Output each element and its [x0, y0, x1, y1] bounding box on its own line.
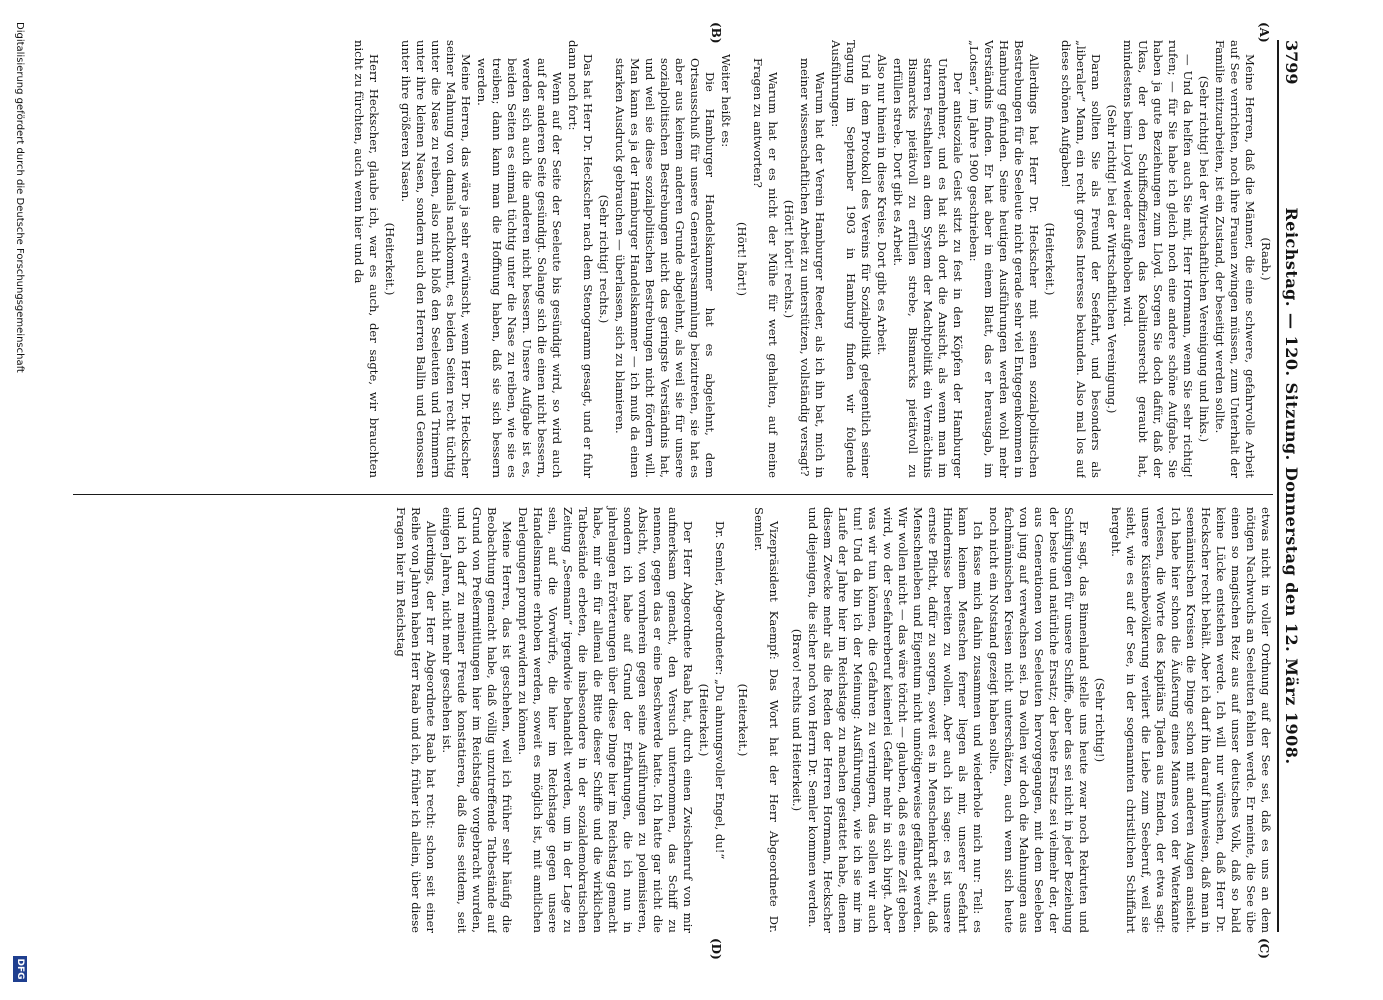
margin-mark-d: (D)	[709, 938, 723, 960]
margin-mark-a: (A)	[1257, 22, 1271, 43]
paragraph: Allerdings, der Herr Abgeordnete Raab hat recht: schon seit einer Reihe von Jahren haben Herr Raab und ich, früher ich allein, über diese Fragen hier im Reichstag	[394, 507, 438, 933]
paragraph: Also nur hinein in diese Kreise. Dort gibt es Arbeit.	[875, 54, 889, 356]
paragraph: Weiter heißt es:	[719, 54, 733, 148]
paragraph: Meine Herren, das wäre ja sehr erwünscht, wenn Herr Dr. Heckscher seiner Mahnung von damals nachkommt, es beiden Seiten recht tüchtig unter die Nase zu reiben, also nicht bloß den Seeleuten und Trimmern unter ihre kleinen Nasen, sondern auch den Herren Ballin und Genossen unter ihre größeren Nasen.	[399, 40, 473, 478]
running-header	[1277, 40, 1305, 932]
paragraph: Daran sollten Sie als Freund der Seefahrt, und besonders als „liberaler“ Mann, ein recht großes Interesse bekunden. Also mal los auf diese schönen Aufgaben!	[1059, 40, 1103, 478]
presiding-officer-line: Vizepräsident Kaempf: Das Wort hat der Herr Abgeordnete Dr. Semler.	[752, 507, 781, 933]
paragraph: Der Herr Abgeordnete Raab hat, durch einen Zwischenruf von mir aufmerksam gemacht, den Versuch unternommen, das Schiff zu nennen, gegen das er eine Beschwerde hatte. Ich hatte gar nicht die Absicht, von vornherein gegen seine Ausführungen zu polemisieren, sondern ich habe auf Grund der Erfahrungen, die ich nun in jahrelangen Erörterungen über diese Dinge hier im Reichstag gemacht habe, mir ein für allemal die Bitte dieser Schiffe und die wirklichen Tatbestände erbeten, die insbesondere in der sozialdemokratischen Zeitung „Seemann“ irgendwie behandelt werden, um in der Lage zu sein, auf die Vorwürfe, die hier im Reichstage gegen unsere Handelsmarine erhoben werden, soweit es möglich ist, mit amtlichen Darlegungen prompt erwidern zu können.	[516, 507, 695, 933]
quotation: Wenn auf der Seite der Seeleute bis gesündigt wird, so wird auch auf der anderen Seite gesündigt. Solange sich die einen nicht bessern, werden sich auch die anderen nicht bessern. Unsere Aufgabe ist es, beiden Seiten es einmal tüchtig unter die Nase zu reiben, wie sie es treiben; dann kann man die Hoffnung haben, daß sie sich bessern werden.	[475, 58, 564, 478]
paragraph: — Und da helfen auch Sie mit, Herr Hormann, wenn Sie sehr richtig! rufen; — für Sie habe ich gleich noch eine andere schöne Aufgabe. Sie haben ja gute Beziehungen zum Lloyd. Sorgen Sie doch dafür, daß der Ukas, der den Schiffsoffizieren das Koalitionsrecht geraubt hat, mindestens beim Lloyd wieder aufgehoben wird.	[1121, 40, 1195, 478]
quotation: Warum hat er es nicht der Mühe für wert gehalten, auf meine Fragen zu antworten?	[751, 58, 780, 478]
paragraph: Herr Heckscher, glaube ich, war es auch, der sagte, wir brauchten nicht zu fürchten, auch wenn hier und da	[352, 40, 381, 478]
margin-mark-c: (C)	[1257, 938, 1271, 959]
interjection: (Hört! hört!)	[735, 222, 749, 296]
quotation: Warum hat der Verein Hamburger Reeder, als ich ihn bat, mich in meiner wissenschaftlichen Arbeit zu unterstützen, vollständig versagt?	[798, 58, 827, 478]
interjection: (Sehr richtig! bei der Wirtschaftlichen Vereinigung und links.)	[1197, 75, 1211, 443]
speaker-marker: (Raab.)	[1259, 237, 1273, 281]
paragraph: etwas nicht in voller Ordnung auf der See sei, daß es uns an dem nötigen Nachwuchs an Seeleuten fehlen werde. Er meinte, die See übe einen so magischen Reiz aus auf unser deutsches Volk, daß so bald keine Lücke entstehen werde. Ich will nur wünschen, daß Herr Dr. Heckscher recht behält. Aber ich darf ihn darauf hinweisen, daß man in seemännischen Kreisen die Dinge schon mit anderen Augen ansieht. Ich habe hier schon die Äußerung eines Mannes von der Waterkante verlesen, die Worte des Kapitäns Tjaden aus Emden, der etwa sagt: unsere Küstenbevölkerung verliert die Liebe zum Seeberuf, weil sie sieht, wie es auf der See, in der sogenannten christlichen Schiffahrt hergeht.	[1109, 507, 1273, 933]
interjection: (Heiterkeit.)	[697, 683, 711, 757]
page-number: 3799	[1282, 40, 1301, 85]
funding-credit: Digitalisierung gefördert durch die Deutsche Forschungsgemeinschaft	[14, 22, 25, 373]
dfg-logo-icon: DFG	[13, 956, 27, 982]
paragraph: Er sagt, das Binnenland stelle uns heute zwar noch Rekruten und Schiffsjungen für unsere Schiffe, aber das sei nicht in jeder Beziehung der beste und natürliche Ersatz; der beste Ersatz sei vielmehr der, der aus Generationen von Seeleuten hervorgegangen, mit dem Seeleben von jung auf verwachsen sei. Da wollen wir doch die Mahnungen aus fachmännischen Kreisen nicht unterschätzen, auch wenn sich heute noch nicht ein Notstand gezeigt haben sollte.	[987, 507, 1091, 933]
paragraph: Allerdings hat Herr Dr. Heckscher mit seinen sozialpolitischen Bestrebungen für die Seeleute nicht gerade sehr viel Entgegenkommen in Hamburg gefunden. Seine heutigen Ausführungen werden wohl mehr Verständnis finden. Er hat aber in einem Blatt, das er herausgab, im „Lotsen“, im Jahre 1900 geschrieben:	[967, 40, 1041, 478]
interjection: (Sehr richtig!)	[1093, 677, 1107, 763]
interjection: (Heiterkeit.)	[383, 222, 397, 296]
interjection: (Sehr richtig! rechts.)	[597, 194, 611, 324]
speaker-line: Dr. Semler, Abgeordneter: „Du ahnungsvoller Engel, du!“	[713, 521, 727, 860]
paragraph: Meine Herren, daß die Männer, die eine schwere, gefahrvolle Arbeit auf See verrichten, noch ihre Frauen zwingen müssen, zum Unterhalt der Familie mitzuarbeiten, ist ein Zustand, der beseitigt werden sollte.	[1213, 40, 1257, 478]
margin-mark-b: (B)	[709, 22, 723, 44]
digitization-footer	[9, 10, 27, 990]
quotation: Der antisoziale Geist sitzt zu fest in den Köpfen der Hamburger Unternehmer, und es hat sich dort die Ansicht, als wenn man im starren Festhalten an dem System der Machtpolitik ein Vermächtnis Bismarcks pietätvoll zu erfüllen strebe, Bismarcks pietätvoll zu erfüllen strebe. Dort gibt es Arbeit.	[891, 58, 965, 478]
paragraph: Ich fasse mich dahin zusammen und wiederhole mich nur: Teil: es kann keinem Menschen ferner liegen als mir, unserer Seefahrt Hindernisse bereiten zu wollen. Aber auch ich sage: es ist unsere ernste Pflicht, dafür zu sorgen, soweit es in Menschenkraft steht, daß Menschenleben und Eigentum nicht unnötigerweise gefährdet werden. Wir wollen nicht — das wäre töricht — glauben, daß es eine Zeit geben wird, wo der Seefahrerberuf keinerlei Gefahr mehr in sich birgt. Aber was wir tun können, die Gefahren zu verringern, das sollen wir auch tun! Und da bin ich der Meinung: Ausführungen, wie ich sie mir im Laufe der Jahre hier im Reichstage zu machen gestattet habe, dienen diesem Zwecke mehr als die Reden der Herren Hormann, Heckscher und diejenigen, die sicher noch von Herrn Dr. Semler kommen werden.	[806, 507, 985, 933]
interjection: (Heiterkeit.)	[1043, 222, 1057, 296]
paragraph: Meine Herren, das ist geschehen, weil ich früher sehr häufig die Beobachtung gemacht habe, daß völlig unzutreffende Tatbestände auf Grund von Preßermittlungen hier im Reichstage vorgebracht wurden, und ich darf zu meiner Freude konstatieren, daß dies seitdem, seit einigen Jahren, nicht mehr geschehen ist.	[440, 507, 514, 933]
running-head: Reichstag. — 120. Sitzung. Donnerstag den 12. März 1908.	[1282, 207, 1301, 765]
paragraph: Das hat Herr Dr. Heckscher nach dem Stenogramm gesagt, und er fuhr dann noch fort:	[566, 40, 595, 478]
left-column	[73, 40, 1273, 478]
interjection: (Hört! hört! rechts.)	[782, 199, 796, 319]
interjection: (Heiterkeit.)	[736, 683, 750, 757]
interjection: (Sehr richtig! bei der Wirtschaftlichen Vereinigung.)	[1105, 104, 1119, 414]
right-column	[73, 494, 1273, 933]
interjection: (Bravo! rechts und Heiterkeit.)	[790, 628, 804, 812]
quotation: Die Hamburger Handelskammer hat es abgelehnt, dem Ortsausschuß für unsere Generalversammlung beizutreten, sie hat es aber aus keinem anderen Grunde abgelehnt, als weil sie für unsere sozialpolitischen Bestrebungen nicht das geringste Verständnis hat, und weil sie diese sozialpolitischen Bestrebungen nicht fördern will. Man kann es ja der Hamburger Handelskammer — ich muß da einen starken Ausdruck gebrauchen — überlassen, sich zu blamieren.	[613, 58, 717, 478]
paragraph: Und in dem Protokoll des Vereins für Sozialpolitik gelegentlich seiner Tagung im September 1903 in Hamburg finden wir folgende Ausführungen:	[829, 40, 873, 478]
